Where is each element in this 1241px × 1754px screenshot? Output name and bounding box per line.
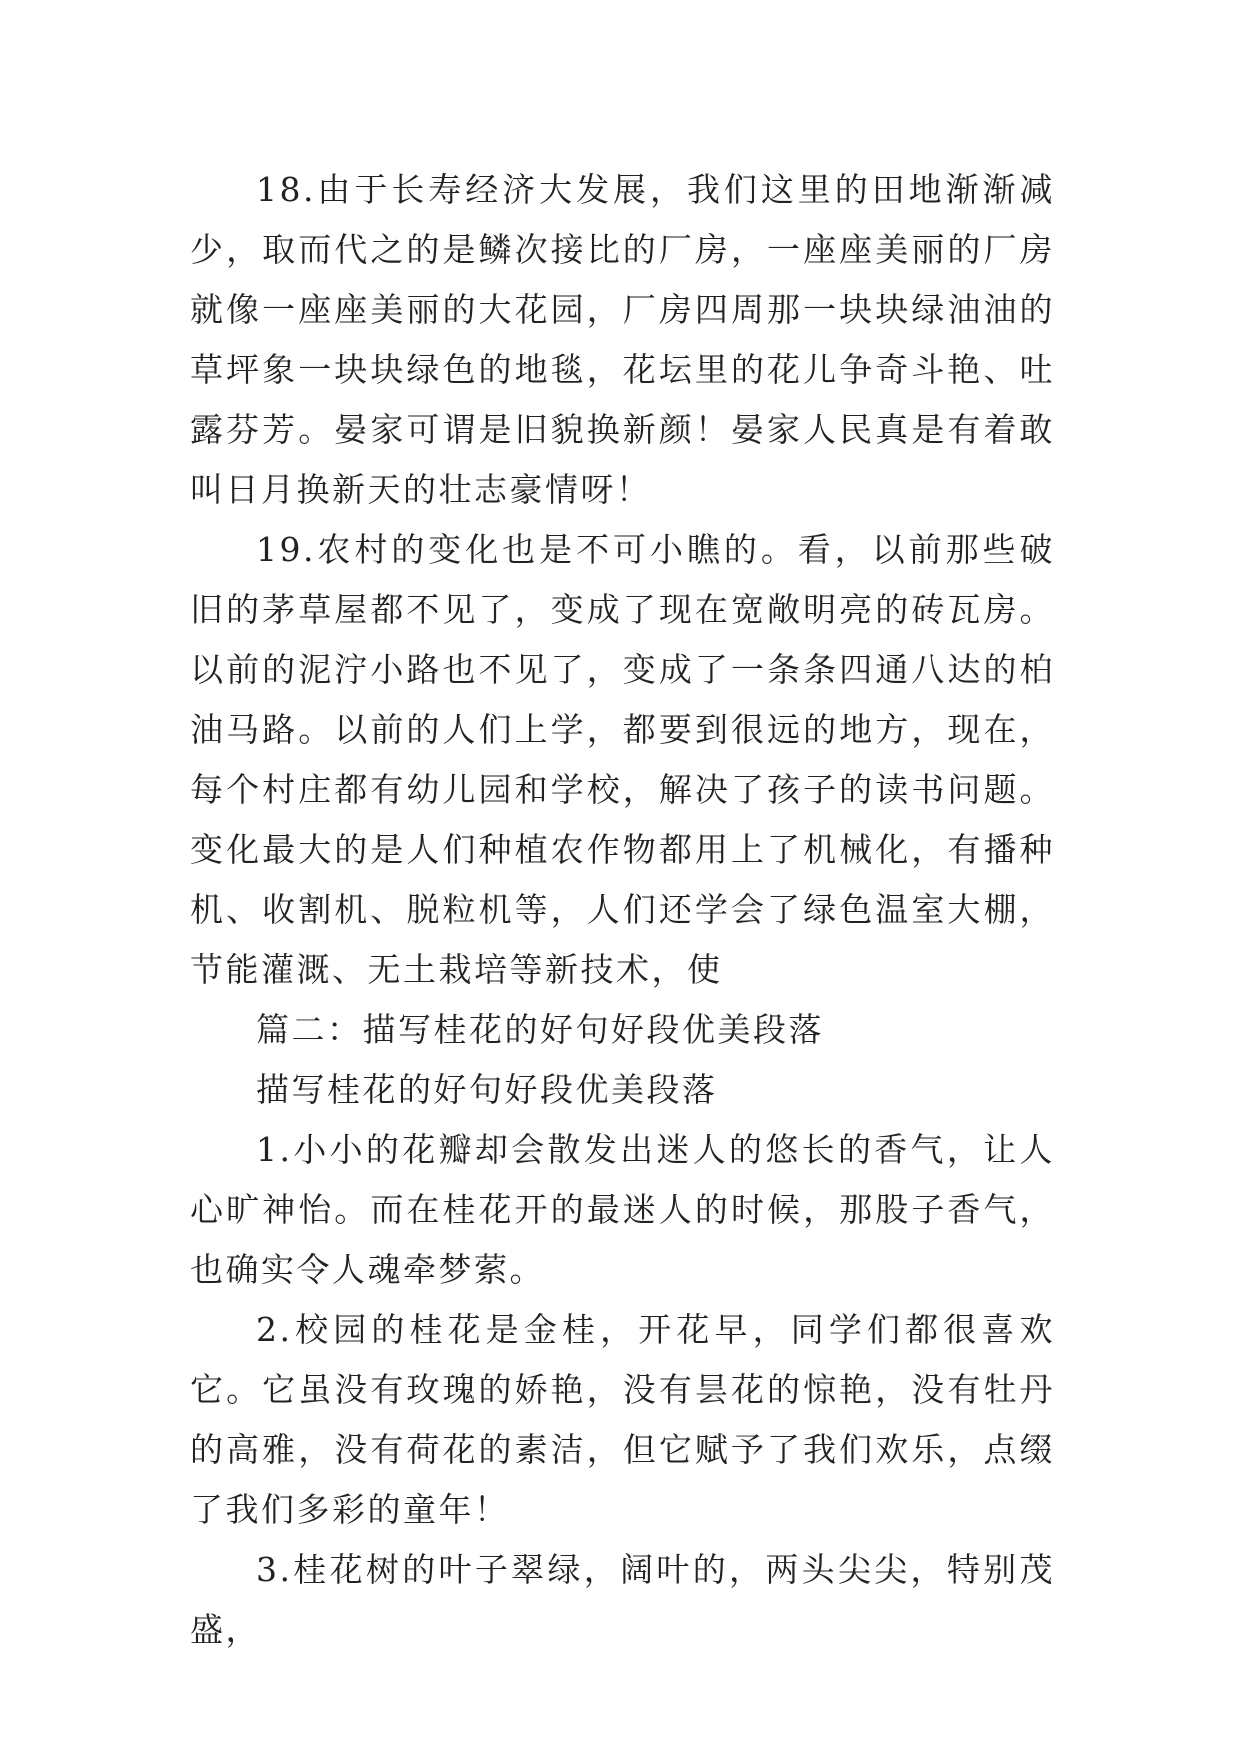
paragraph-19 — [190, 520, 1055, 1000]
text-line: 豪情呀！ — [509, 470, 652, 509]
paragraph-1 — [190, 1120, 1055, 1300]
text-line: 泞小路也不见了，变成了一条条四通八达的柏油马路。以前 — [190, 650, 1056, 749]
text-line: 使 — [687, 950, 723, 989]
text-line: 农作物都用上了机械化，有播种机、收割机、脱粒机等，人 — [190, 830, 1056, 929]
text-line: 绿色的地毯，花坛里的花儿争奇斗艳、吐露芬芳。晏家可谓 — [190, 350, 1056, 449]
text-line: 篇二：描写桂花的好句好段优美段落 — [256, 1010, 824, 1049]
text-line: 神怡。而在桂花开的最迷人的时候，那股子香气，也确实令 — [190, 1190, 1056, 1289]
document-body — [190, 160, 1055, 1660]
text-line: 人魂牵梦萦。 — [332, 1250, 545, 1289]
text-line: 座美丽的大花园，厂房四周那一块块绿油油的草坪象一块块 — [190, 290, 1056, 389]
text-line: 2.校园的桂花是金桂，开花早，同学们都很喜欢它。它 — [190, 1310, 1055, 1409]
text-line: 描写桂花的好句好段优美段落 — [256, 1070, 718, 1109]
paragraph-18 — [190, 160, 1055, 520]
text-line: 有荷花的素洁，但它赋予了我们欢乐，点缀了我们多彩的童 — [190, 1430, 1056, 1529]
text-line: 园和学校，解决了孩子的读书问题。变化最大的是人们种植 — [190, 770, 1056, 869]
text-line: 年！ — [438, 1490, 510, 1529]
text-line: 18.由于长寿经济大发展，我们这里的田地渐渐减少， — [190, 170, 1055, 269]
paragraph-2 — [190, 1300, 1055, 1540]
text-line: 取而代之的是鳞次接比的厂房，一座座美丽的厂房就像一座 — [190, 230, 1056, 329]
text-line: 们还学会了绿色温室大棚，节能灌溉、无土栽培等新技术， — [190, 890, 1056, 989]
text-line: 虽没有玫瑰的娇艳，没有昙花的惊艳，没有牡丹的高雅，没 — [190, 1370, 1056, 1469]
text-line: 1.小小的花瓣却会散发出迷人的悠长的香气，让人心旷 — [190, 1130, 1055, 1229]
text-line: 3.桂花树的叶子翠绿，阔叶的，两头尖尖，特别茂盛， — [190, 1550, 1055, 1649]
text-line: 是旧貌换新颜！晏家人民真是有着敢叫日月换新天的壮志 — [190, 410, 1056, 509]
text-line: 19.农村的变化也是不可小瞧的。看，以前那些破旧的 — [190, 530, 1055, 629]
text-line: 茅草屋都不见了，变成了现在宽敞明亮的砖瓦房。以前的泥 — [190, 590, 1056, 689]
text-line: 的人们上学，都要到很远的地方，现在，每个村庄都有幼儿 — [190, 710, 1056, 809]
article-title — [190, 1060, 1055, 1120]
paragraph-3 — [190, 1540, 1055, 1660]
section-heading — [190, 1000, 1055, 1060]
